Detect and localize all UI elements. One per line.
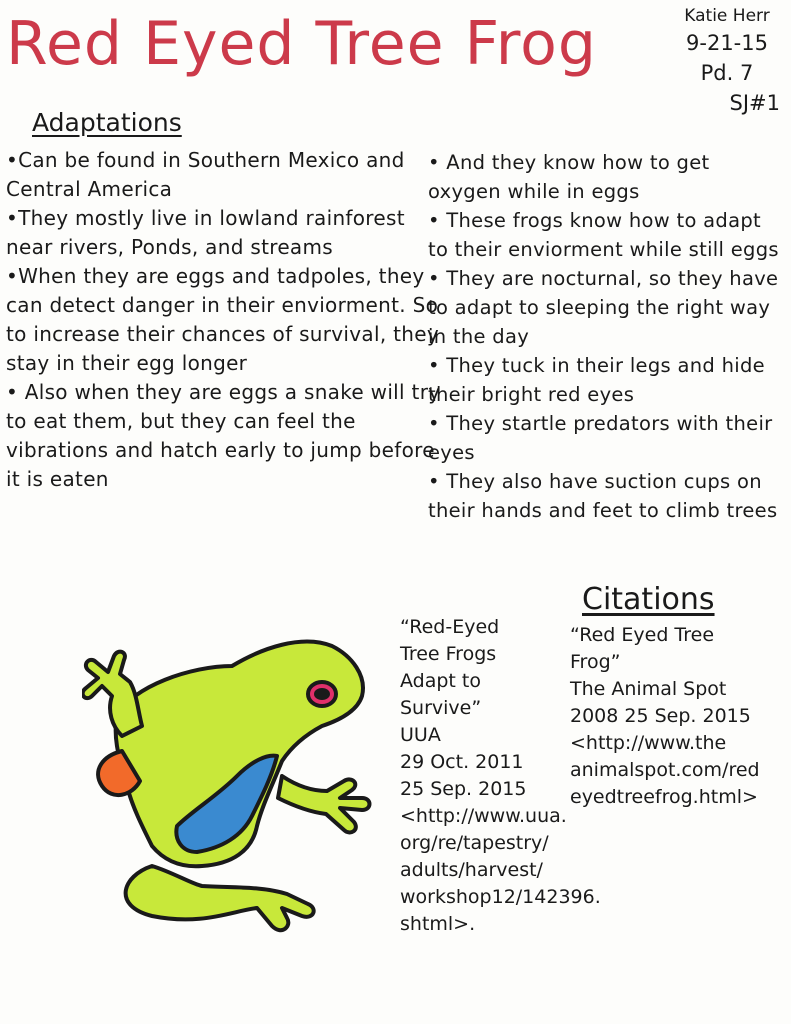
citation-entry-uua: “Red-Eyed Tree Frogs Adapt to Survive” UUA 29 Oct. 2011 25 Sep. 2015 <http://www.uua. org/re/tapestry/ adults/harvest/ workshop12/142396. shtml>. [400,616,601,935]
adaptation-item: •When they are eggs and tadpoles, they can detect danger in their enviorment. So to increase their chances of survival, they stay in their egg longer [6,264,439,375]
adaptations-left-column [6,146,446,494]
frog-left-leg [83,652,142,736]
frog-pupil [316,690,328,698]
citations-heading: Citations [582,582,715,617]
frog-front-arm [278,776,370,832]
adaptation-item: • These frogs know how to adapt to their enviorment while still eggs [428,209,779,261]
frog-back-leg [126,866,314,930]
adaptation-item: • They tuck in their legs and hide their bright red eyes [428,354,765,406]
adaptations-heading: Adaptations [32,108,182,137]
assignment-date: 9-21-15 [686,31,768,55]
adaptations-right-column [428,148,786,525]
student-name: Katie Herr [684,6,770,26]
adaptation-item: • They are nocturnal, so they have to adapt to sleeping the right way in the day [428,267,779,348]
adaptation-item: • They also have suction cups on their hands and feet to climb trees [428,470,778,522]
class-period: Pd. 7 [700,61,754,85]
adaptation-item: •Can be found in Southern Mexico and Central America [6,148,405,201]
adaptation-item: • Also when they are eggs a snake will try to eat them, but they can feel the vibrations and hatch early to jump before it is eaten [6,380,441,491]
citation-entry-animal-spot: “Red Eyed Tree Frog” The Animal Spot 2008 25 Sep. 2015 <http://www.the animalspot.com/red eyedtreefrog.html> [570,624,760,808]
frog-illustration [82,626,382,956]
adaptation-item: • They startle predators with their eyes [428,412,773,464]
adaptation-item: •They mostly live in lowland rainforest near rivers, Ponds, and streams [6,206,405,259]
assignment-code: SJ#1 [729,91,780,115]
adaptation-item: • And they know how to get oxygen while in eggs [428,151,710,203]
page-title: Red Eyed Tree Frog [6,9,597,79]
student-info [668,4,786,118]
